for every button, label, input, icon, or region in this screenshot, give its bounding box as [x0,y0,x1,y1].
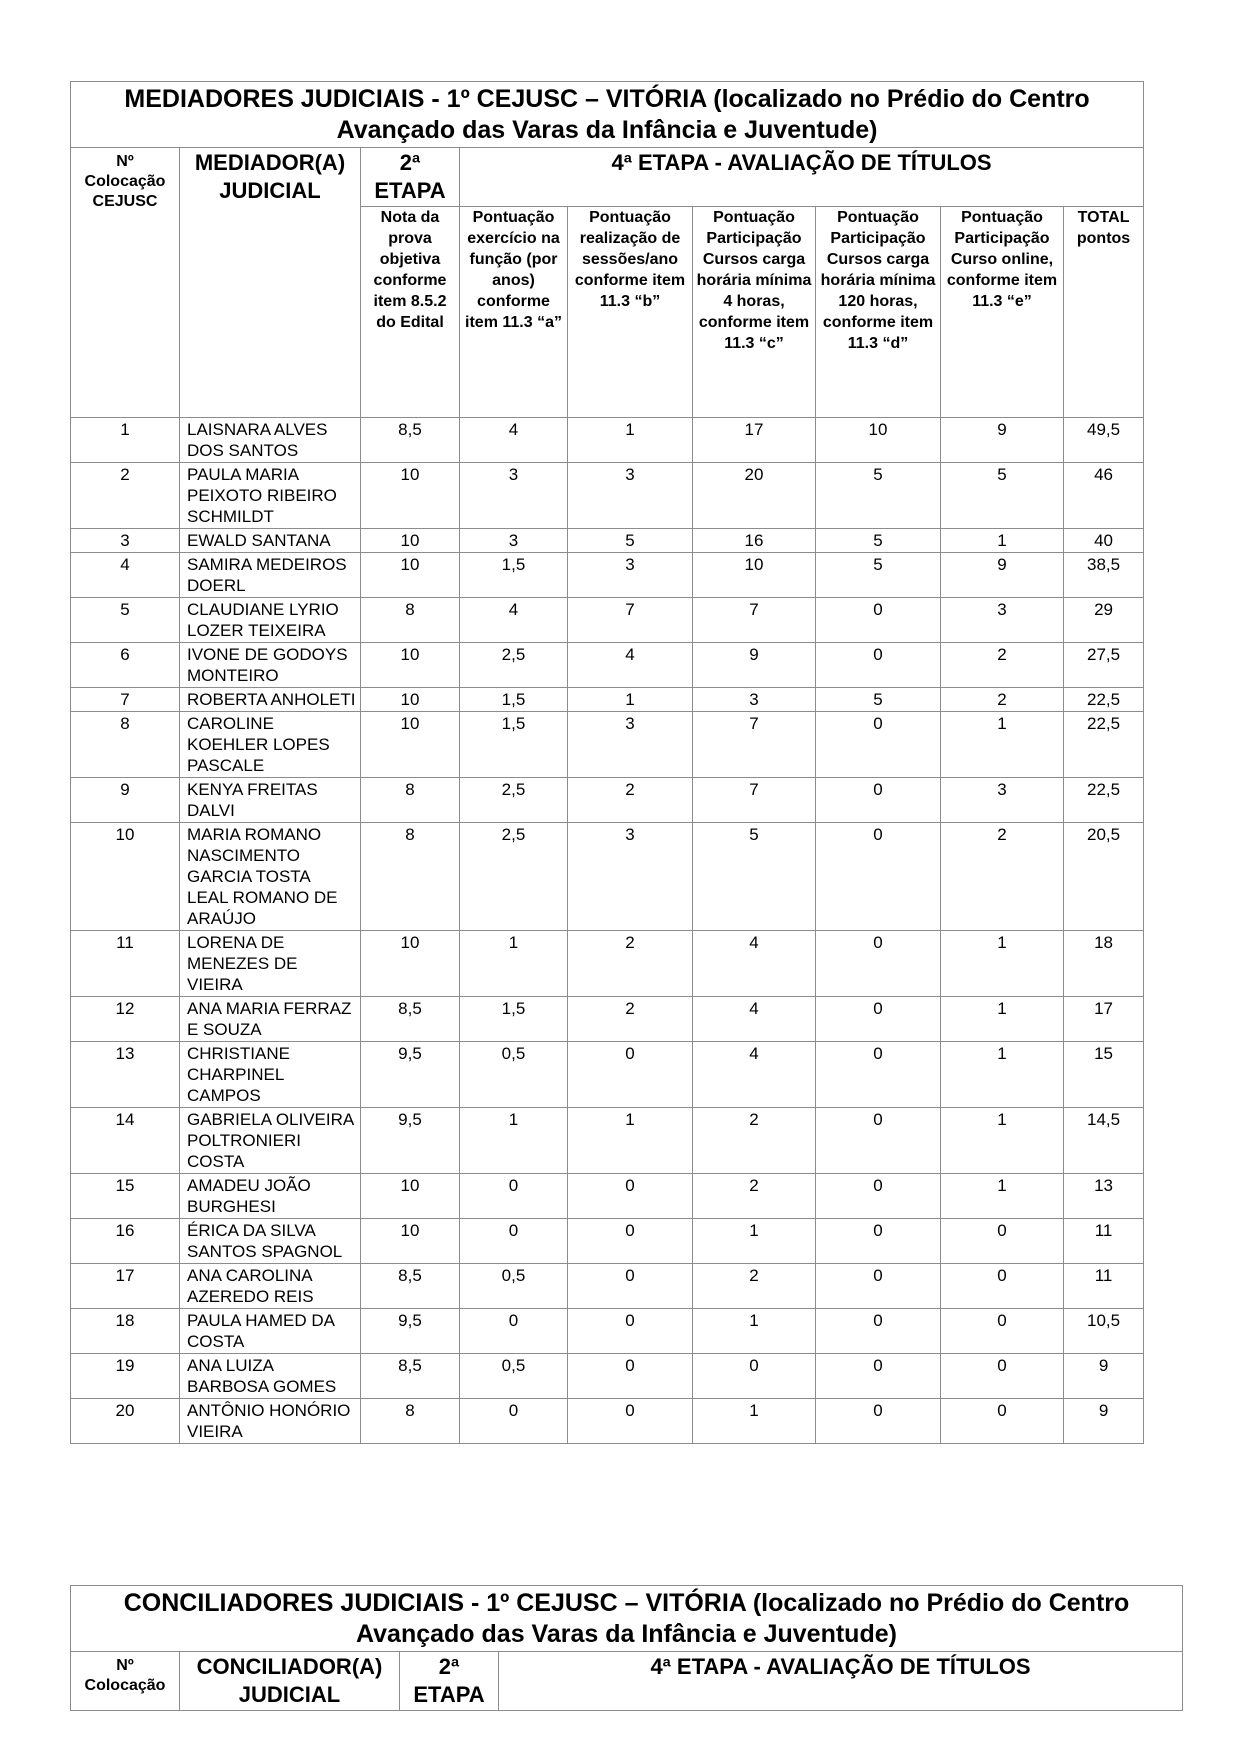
table-row [71,553,1144,598]
cursos4h-cell: 1 [693,1399,816,1444]
cursos4h-cell: 9 [693,643,816,688]
online-cell: 1 [941,997,1064,1042]
cursos4h-cell: 4 [693,931,816,997]
sessoes-cell: 3 [568,712,693,778]
exercicio-cell: 2,5 [460,823,568,931]
subheader-cursos-4h: Pontuação Participação Cursos carga horária mínima 4 horas, conforme item 11.3 “c” [693,207,816,418]
cursos4h-cell: 4 [693,1042,816,1108]
online-cell: 5 [941,463,1064,529]
nota-cell: 8 [361,778,460,823]
exercicio-cell: 1,5 [460,688,568,712]
online-cell: 9 [941,418,1064,463]
nota-cell: 10 [361,712,460,778]
cursos4h-cell: 7 [693,778,816,823]
subheader-cursos-120h: Pontuação Participação Cursos carga horária mínima 120 horas, conforme item 11.3 “d” [816,207,941,418]
table-row [71,1108,1144,1174]
sessoes-cell: 5 [568,529,693,553]
online-cell: 0 [941,1264,1064,1309]
cursos4h-cell: 2 [693,1174,816,1219]
name-cell: ÉRICA DA SILVA SANTOS SPAGNOL [180,1219,361,1264]
cursos120h-cell: 0 [816,1264,941,1309]
online-cell: 1 [941,1108,1064,1174]
total-cell: 11 [1064,1219,1144,1264]
nota-cell: 8 [361,598,460,643]
rank-cell: 5 [71,598,180,643]
exercicio-cell: 1 [460,931,568,997]
cursos120h-cell: 0 [816,1174,941,1219]
online-cell: 3 [941,598,1064,643]
cursos120h-cell: 5 [816,688,941,712]
table-row [71,1264,1144,1309]
cursos120h-cell: 0 [816,712,941,778]
online-cell: 0 [941,1354,1064,1399]
sessoes-cell: 7 [568,598,693,643]
rank-cell: 18 [71,1309,180,1354]
cursos4h-cell: 16 [693,529,816,553]
online-cell: 2 [941,688,1064,712]
nota-cell: 8 [361,1399,460,1444]
total-cell: 20,5 [1064,823,1144,931]
nota-cell: 10 [361,643,460,688]
total-cell: 49,5 [1064,418,1144,463]
rank-cell: 15 [71,1174,180,1219]
cursos4h-cell: 1 [693,1219,816,1264]
name-cell: LORENA DE MENEZES DE VIEIRA [180,931,361,997]
online-cell: 9 [941,553,1064,598]
sessoes-cell: 1 [568,418,693,463]
exercicio-cell: 4 [460,598,568,643]
sessoes-cell: 1 [568,688,693,712]
mediadores-rows [71,418,1144,1444]
cursos120h-cell: 0 [816,1219,941,1264]
table-row [71,778,1144,823]
exercicio-cell: 1 [460,1108,568,1174]
sessoes-cell: 0 [568,1219,693,1264]
col-conciliador-header: CONCILIADOR(A) JUDICIAL [180,1652,400,1711]
online-cell: 2 [941,643,1064,688]
cursos4h-cell: 10 [693,553,816,598]
table-row [71,643,1144,688]
subheader-curso-online: Pontuação Participação Curso online, conforme item 11.3 “e” [941,207,1064,418]
cursos4h-cell: 2 [693,1108,816,1174]
nota-cell: 8,5 [361,997,460,1042]
total-cell: 15 [1064,1042,1144,1108]
name-cell: PAULA MARIA PEIXOTO RIBEIRO SCHMILDT [180,463,361,529]
total-cell: 38,5 [1064,553,1144,598]
name-cell: AMADEU JOÃO BURGHESI [180,1174,361,1219]
cursos120h-cell: 0 [816,1042,941,1108]
online-cell: 1 [941,931,1064,997]
rank-cell: 9 [71,778,180,823]
cursos120h-cell: 0 [816,1108,941,1174]
exercicio-cell: 2,5 [460,643,568,688]
nota-cell: 10 [361,463,460,529]
cursos120h-cell: 0 [816,1399,941,1444]
cursos4h-cell: 2 [693,1264,816,1309]
rank-cell: 12 [71,997,180,1042]
sessoes-cell: 3 [568,463,693,529]
exercicio-cell: 3 [460,463,568,529]
total-cell: 9 [1064,1354,1144,1399]
conc-col-rank-header: Nº Colocação [71,1652,180,1711]
sessoes-cell: 4 [568,643,693,688]
online-cell: 1 [941,529,1064,553]
table-row [71,1042,1144,1108]
online-cell: 2 [941,823,1064,931]
conciliadores-table [70,1585,1183,1711]
total-cell: 13 [1064,1174,1144,1219]
nota-cell: 10 [361,553,460,598]
total-cell: 46 [1064,463,1144,529]
total-cell: 14,5 [1064,1108,1144,1174]
name-cell: ROBERTA ANHOLETI [180,688,361,712]
name-cell: IVONE DE GODOYS MONTEIRO [180,643,361,688]
cursos120h-cell: 0 [816,997,941,1042]
name-cell: SAMIRA MEDEIROS DOERL [180,553,361,598]
name-cell: CHRISTIANE CHARPINEL CAMPOS [180,1042,361,1108]
total-cell: 17 [1064,997,1144,1042]
col-rank-header: Nº Colocação CEJUSC [71,148,180,418]
cursos120h-cell: 10 [816,418,941,463]
nota-cell: 10 [361,688,460,712]
cursos120h-cell: 0 [816,778,941,823]
total-cell: 22,5 [1064,778,1144,823]
exercicio-cell: 0 [460,1399,568,1444]
nota-cell: 9,5 [361,1108,460,1174]
sessoes-cell: 0 [568,1264,693,1309]
table-row [71,529,1144,553]
sessoes-cell: 2 [568,778,693,823]
mediadores-title: MEDIADORES JUDICIAIS - 1º CEJUSC – VITÓRIA (localizado no Prédio do Centro Avançado das Varas da Infância e Juventude) [71,82,1144,148]
cursos120h-cell: 5 [816,463,941,529]
nota-cell: 8 [361,823,460,931]
sessoes-cell: 2 [568,997,693,1042]
name-cell: ANA LUIZA BARBOSA GOMES [180,1354,361,1399]
cursos120h-cell: 0 [816,598,941,643]
total-cell: 22,5 [1064,712,1144,778]
online-cell: 3 [941,778,1064,823]
name-cell: PAULA HAMED DA COSTA [180,1309,361,1354]
table-row [71,1399,1144,1444]
name-cell: KENYA FREITAS DALVI [180,778,361,823]
rank-cell: 17 [71,1264,180,1309]
table-row [71,598,1144,643]
cursos120h-cell: 0 [816,643,941,688]
sessoes-cell: 2 [568,931,693,997]
rank-cell: 13 [71,1042,180,1108]
name-cell: ANA CAROLINA AZEREDO REIS [180,1264,361,1309]
exercicio-cell: 2,5 [460,778,568,823]
sessoes-cell: 0 [568,1399,693,1444]
online-cell: 1 [941,1042,1064,1108]
rank-cell: 8 [71,712,180,778]
sessoes-cell: 3 [568,823,693,931]
sessoes-cell: 0 [568,1042,693,1108]
conc-col-etapa4-header: 4ª ETAPA - AVALIAÇÃO DE TÍTULOS [499,1652,1183,1711]
rank-cell: 20 [71,1399,180,1444]
exercicio-cell: 1,5 [460,997,568,1042]
subheader-total: TOTAL pontos [1064,207,1144,418]
cursos120h-cell: 0 [816,823,941,931]
cursos120h-cell: 0 [816,1309,941,1354]
rank-cell: 14 [71,1108,180,1174]
mediadores-table [70,81,1144,1444]
name-cell: CLAUDIANE LYRIO LOZER TEIXEIRA [180,598,361,643]
exercicio-cell: 1,5 [460,712,568,778]
sessoes-cell: 0 [568,1354,693,1399]
table-row [71,1174,1144,1219]
cursos120h-cell: 5 [816,529,941,553]
table-row [71,712,1144,778]
nota-cell: 10 [361,931,460,997]
cursos4h-cell: 20 [693,463,816,529]
total-cell: 11 [1064,1264,1144,1309]
cursos4h-cell: 4 [693,997,816,1042]
online-cell: 1 [941,712,1064,778]
exercicio-cell: 4 [460,418,568,463]
subheader-exercicio-funcao: Pontuação exercício na função (por anos) conforme item 11.3 “a” [460,207,568,418]
total-cell: 9 [1064,1399,1144,1444]
name-cell: EWALD SANTANA [180,529,361,553]
online-cell: 0 [941,1309,1064,1354]
exercicio-cell: 0,5 [460,1354,568,1399]
table-row [71,1354,1144,1399]
sessoes-cell: 0 [568,1309,693,1354]
table-row [71,823,1144,931]
nota-cell: 8,5 [361,1354,460,1399]
nota-cell: 10 [361,1174,460,1219]
nota-cell: 8,5 [361,418,460,463]
rank-cell: 16 [71,1219,180,1264]
subheader-sessoes-ano: Pontuação realização de sessões/ano conforme item 11.3 “b” [568,207,693,418]
total-cell: 29 [1064,598,1144,643]
table-row [71,463,1144,529]
col-etapa4-header: 4ª ETAPA - AVALIAÇÃO DE TÍTULOS [460,148,1144,207]
cursos4h-cell: 5 [693,823,816,931]
conc-col-etapa2-header: 2ª ETAPA [400,1652,499,1711]
cursos4h-cell: 7 [693,598,816,643]
cursos4h-cell: 1 [693,1309,816,1354]
rank-cell: 6 [71,643,180,688]
nota-cell: 10 [361,1219,460,1264]
online-cell: 1 [941,1174,1064,1219]
sessoes-cell: 1 [568,1108,693,1174]
cursos4h-cell: 0 [693,1354,816,1399]
nota-cell: 9,5 [361,1309,460,1354]
rank-cell: 4 [71,553,180,598]
table-row [71,418,1144,463]
rank-cell: 1 [71,418,180,463]
rank-cell: 7 [71,688,180,712]
conciliadores-title: CONCILIADORES JUDICIAIS - 1º CEJUSC – VITÓRIA (localizado no Prédio do Centro Avançado das Varas da Infância e Juventude) [71,1586,1183,1652]
cursos4h-cell: 17 [693,418,816,463]
nota-cell: 10 [361,529,460,553]
table-row [71,1309,1144,1354]
table-row [71,931,1144,997]
rank-cell: 10 [71,823,180,931]
name-cell: GABRIELA OLIVEIRA POLTRONIERI COSTA [180,1108,361,1174]
cursos120h-cell: 0 [816,1354,941,1399]
exercicio-cell: 1,5 [460,553,568,598]
exercicio-cell: 0 [460,1174,568,1219]
exercicio-cell: 0,5 [460,1264,568,1309]
sessoes-cell: 3 [568,553,693,598]
total-cell: 27,5 [1064,643,1144,688]
online-cell: 0 [941,1399,1064,1444]
subheader-nota-prova: Nota da prova objetiva conforme item 8.5.2 do Edital [361,207,460,418]
total-cell: 22,5 [1064,688,1144,712]
nota-cell: 8,5 [361,1264,460,1309]
name-cell: ANA MARIA FERRAZ E SOUZA [180,997,361,1042]
name-cell: MARIA ROMANO NASCIMENTO GARCIA TOSTA LEAL ROMANO DE ARAÚJO [180,823,361,931]
exercicio-cell: 0 [460,1219,568,1264]
rank-cell: 2 [71,463,180,529]
total-cell: 10,5 [1064,1309,1144,1354]
name-cell: CAROLINE KOEHLER LOPES PASCALE [180,712,361,778]
rank-cell: 11 [71,931,180,997]
rank-cell: 3 [71,529,180,553]
table-row [71,997,1144,1042]
cursos120h-cell: 0 [816,931,941,997]
cursos4h-cell: 7 [693,712,816,778]
cursos120h-cell: 5 [816,553,941,598]
online-cell: 0 [941,1219,1064,1264]
table-row [71,688,1144,712]
exercicio-cell: 3 [460,529,568,553]
exercicio-cell: 0 [460,1309,568,1354]
cursos4h-cell: 3 [693,688,816,712]
col-mediador-header: MEDIADOR(A) JUDICIAL [180,148,361,418]
nota-cell: 9,5 [361,1042,460,1108]
sessoes-cell: 0 [568,1174,693,1219]
name-cell: ANTÔNIO HONÓRIO VIEIRA [180,1399,361,1444]
table-row [71,1219,1144,1264]
total-cell: 40 [1064,529,1144,553]
col-etapa2-header: 2ª ETAPA [361,148,460,207]
exercicio-cell: 0,5 [460,1042,568,1108]
rank-cell: 19 [71,1354,180,1399]
total-cell: 18 [1064,931,1144,997]
name-cell: LAISNARA ALVES DOS SANTOS [180,418,361,463]
